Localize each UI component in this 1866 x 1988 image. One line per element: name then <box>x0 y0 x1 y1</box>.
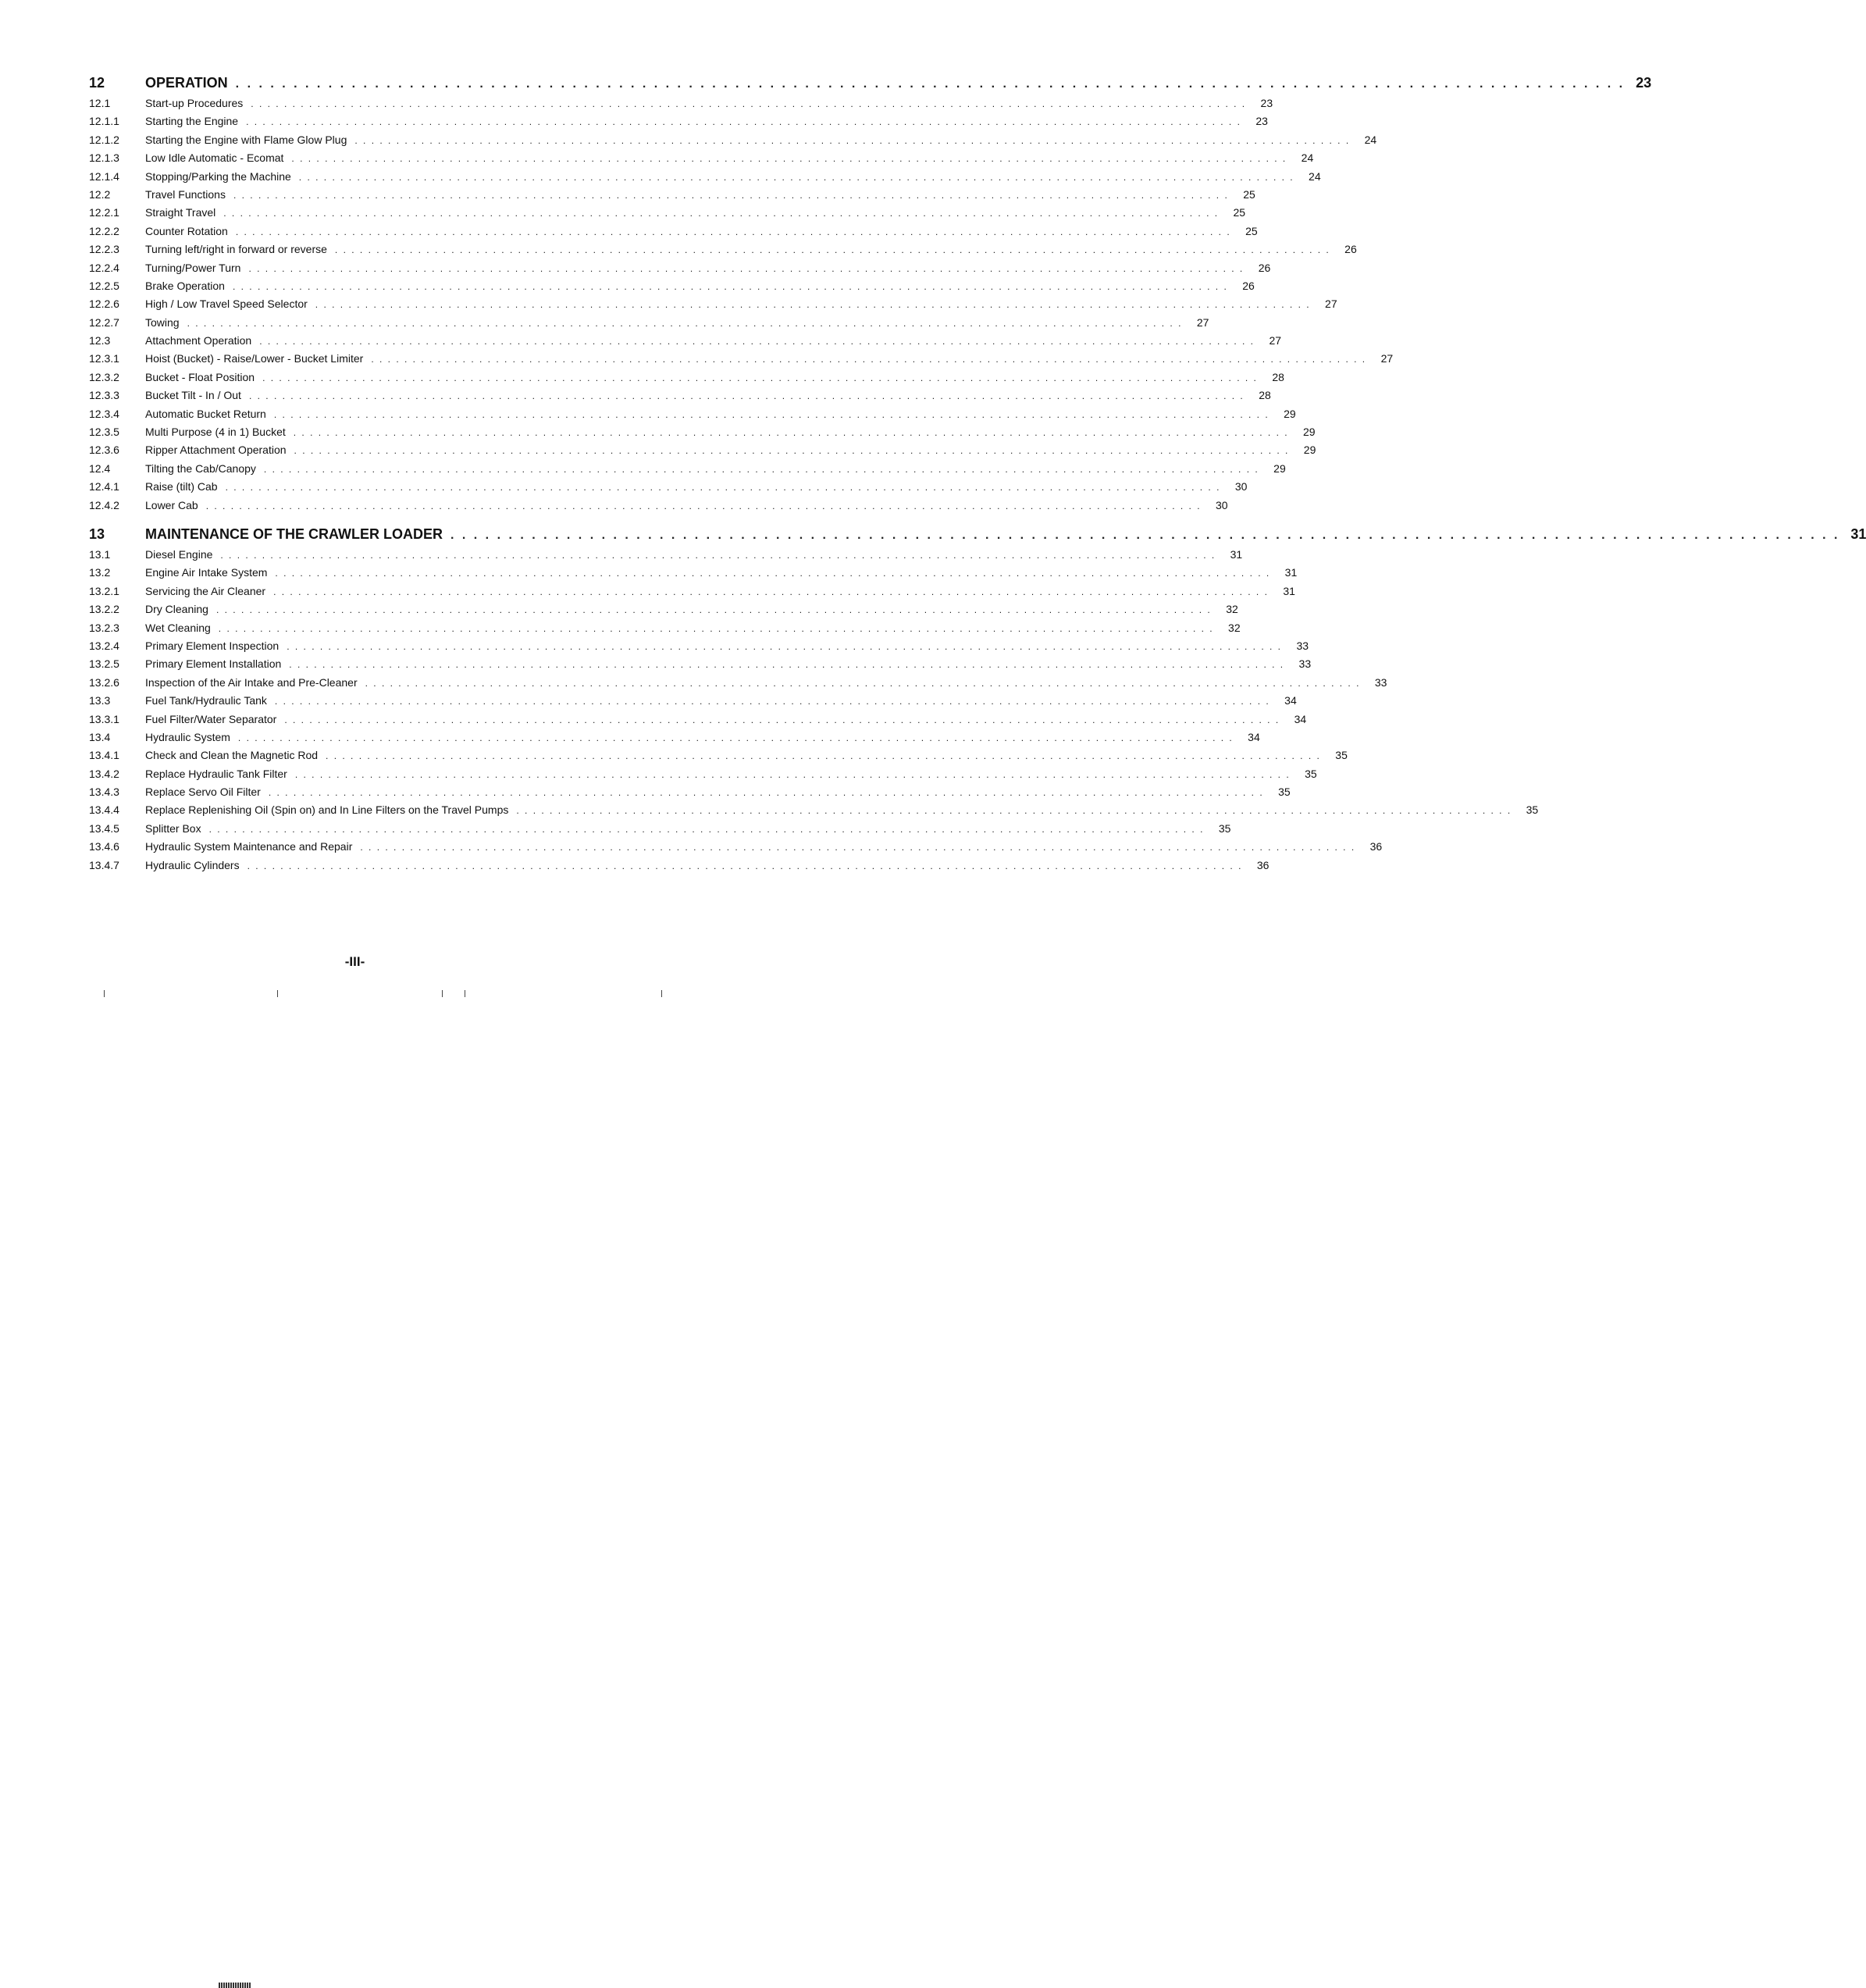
toc-entry <box>89 675 1387 694</box>
toc-title: Travel Functions <box>145 187 226 201</box>
toc-title: Replace Hydraulic Tank Filter <box>145 767 287 780</box>
toc-title: MAINTENANCE OF THE CRAWLER LOADER <box>145 526 443 542</box>
dot-leader: . . . . . . . . . . . . . . . . . . . . . . . . . . . . . . . . . . . . . . . . . . . . . . . . . . . . . . . . . . . . . . . . . . . . . . . . . . . . . . . . . . . . . . . . . . . . . . . . . . . . . . . . . . . . . . . . . . . . . . . . <box>248 262 1245 274</box>
dot-leader: . . . . . . . . . . . . . . . . . . . . . . . . . . . . . . . . . . . . . . . . . . . . . . . . . . . . . . . . . . . . . . . . . . . . . . . . . . . . . . . . . . . . . . . . . . . . . . . . . . . . . . . . . . . . . . . . . . . . . . . . <box>354 134 1351 146</box>
toc-number: 13.2.6 <box>89 675 119 689</box>
dot-leader: . . . . . . . . . . . . . . . . . . . . . . . . . . . . . . . . . . . . . . . . . . . . . . . . . . . . . . . . . . . . . . . . . . . . . . . . . . . . . . . . . . . . . . . . . . . . . . . . . . . . . . . . . . . . . . . . . . . . . . . . <box>274 696 1270 707</box>
toc-number: 13.4 <box>89 730 111 743</box>
toc-title: Lower Cab <box>145 498 198 511</box>
toc-entry <box>89 444 1316 461</box>
toc-entry <box>89 694 1297 712</box>
toc-entry <box>89 461 1286 480</box>
toc-page-number: 33 <box>1374 675 1387 689</box>
toc-number: 12.1.3 <box>89 151 119 165</box>
toc-page-number: 35 <box>1526 803 1539 817</box>
toc-page-number: 27 <box>1380 352 1394 365</box>
toc-page-number: 27 <box>1196 315 1209 329</box>
dot-leader: . . . . . . . . . . . . . . . . . . . . . . . . . . . . . . . . . . . . . . . . . . . . . . . . . . . . . . . . . . . . . . . . . . . . . . . . . . . . . . . . . . . . . . . . . . . . . . . . . . . . . . . . . . . . . . . . . . . . . . . . <box>235 77 1626 91</box>
toc-number: 13.4.3 <box>89 786 119 799</box>
dot-leader: . . . . . . . . . . . . . . . . . . . . . . . . . . . . . . . . . . . . . . . . . . . . . . . . . . . . . . . . . . . . . . . . . . . . . . . . . . . . . . . . . . . . . . . . . . . . . . . . . . . . . . . . . . . . . . . . . . . . . . . . <box>294 445 1290 457</box>
toc-number: 12.2.3 <box>89 243 119 256</box>
toc-title: Fuel Filter/Water Separator <box>145 712 277 725</box>
dot-leader: . . . . . . . . . . . . . . . . . . . . . . . . . . . . . . . . . . . . . . . . . . . . . . . . . . . . . . . . . . . . . . . . . . . . . . . . . . . . . . . . . . . . . . . . . . . . . . . . . . . . . . . . . . . . . . . . . . . . . . . . <box>223 208 1220 219</box>
dot-leader: . . . . . . . . . . . . . . . . . . . . . . . . . . . . . . . . . . . . . . . . . . . . . . . . . . . . . . . . . . . . . . . . . . . . . . . . . . . . . . . . . . . . . . . . . . . . . . . . . . . . . . . . . . . . . . . . . . . . . . . . <box>237 732 1234 743</box>
toc-page-number: 31 <box>1230 547 1243 561</box>
dot-leader: . . . . . . . . . . . . . . . . . . . . . . . . . . . . . . . . . . . . . . . . . . . . . . . . . . . . . . . . . . . . . . . . . . . . . . . . . . . . . . . . . . . . . . . . . . . . . . . . . . . . . . . . . . . . . . . . . . . . . . . . <box>232 280 1228 292</box>
toc-page-number: 36 <box>1369 840 1383 853</box>
toc-page-number: 27 <box>1325 297 1337 311</box>
toc-page-number: 31 <box>1284 566 1298 579</box>
toc-page-number: 24 <box>1301 151 1314 165</box>
toc-number: 13.3 <box>89 694 111 707</box>
toc-page-number: 24 <box>1309 169 1321 183</box>
toc-title: Multi Purpose (4 in 1) Bucket <box>145 426 286 439</box>
toc-page-number: 33 <box>1298 657 1312 671</box>
dot-leader: . . . . . . . . . . . . . . . . . . . . . . . . . . . . . . . . . . . . . . . . . . . . . . . . . . . . . . . . . . . . . . . . . . . . . . . . . . . . . . . . . . . . . . . . . . . . . . . . . . . . . . . . . . . . . . . . . . . . . . . . <box>259 336 1255 347</box>
toc-title: Hydraulic Cylinders <box>145 858 240 871</box>
dot-leader: . . . . . . . . . . . . . . . . . . . . . . . . . . . . . . . . . . . . . . . . . . . . . . . . . . . . . . . . . . . . . . . . . . . . . . . . . . . . . . . . . . . . . . . . . . . . . . . . . . . . . . . . . . . . . . . . . . . . . . . . <box>215 604 1212 616</box>
toc-number: 13.1 <box>89 547 111 561</box>
toc-entry <box>89 407 1296 426</box>
dot-leader: . . . . . . . . . . . . . . . . . . . . . . . . . . . . . . . . . . . . . . . . . . . . . . . . . . . . . . . . . . . . . . . . . . . . . . . . . . . . . . . . . . . . . . . . . . . . . . . . . . . . . . . . . . . . . . . . . . . . . . . . <box>284 714 1280 725</box>
toc-entry <box>89 821 1231 840</box>
toc-number: 12.4 <box>89 461 111 475</box>
toc-title: Hydraulic System <box>145 730 230 743</box>
toc-number: 12.1.2 <box>89 133 119 146</box>
toc-page-number: 23 <box>1255 115 1268 128</box>
toc-title: Fuel Tank/Hydraulic Tank <box>145 694 267 707</box>
toc-page-number: 35 <box>1335 749 1348 762</box>
toc-entry <box>89 315 1209 334</box>
scan-edge-marks <box>0 990 710 999</box>
dot-leader: . . . . . . . . . . . . . . . . . . . . . . . . . . . . . . . . . . . . . . . . . . . . . . . . . . . . . . . . . . . . . . . . . . . . . . . . . . . . . . . . . . . . . . . . . . . . . . . . . . . . . . . . . . . . . . . . . . . . . . . . <box>218 622 1214 634</box>
dot-leader: . . . . . . . . . . . . . . . . . . . . . . . . . . . . . . . . . . . . . . . . . . . . . . . . . . . . . . . . . . . . . . . . . . . . . . . . . . . . . . . . . . . . . . . . . . . . . . . . . . . . . . . . . . . . . . . . . . . . . . . . <box>315 299 1311 311</box>
toc-number: 12.3.3 <box>89 389 119 402</box>
toc-entry <box>89 858 1270 877</box>
toc-number: 12.2.2 <box>89 224 119 237</box>
toc-entry <box>89 187 1255 206</box>
toc-title: Ripper Attachment Operation <box>145 444 287 457</box>
toc-number: 12.2.7 <box>89 315 119 329</box>
dot-leader: . . . . . . . . . . . . . . . . . . . . . . . . . . . . . . . . . . . . . . . . . . . . . . . . . . . . . . . . . . . . . . . . . . . . . . . . . . . . . . . . . . . . . . . . . . . . . . . . . . . . . . . . . . . . . . . . . . . . . . . . <box>220 549 1216 561</box>
toc-page-number: 30 <box>1215 498 1228 511</box>
toc-page-number: 34 <box>1284 694 1297 707</box>
dot-leader: . . . . . . . . . . . . . . . . . . . . . . . . . . . . . . . . . . . . . . . . . . . . . . . . . . . . . . . . . . . . . . . . . . . . . . . . . . . . . . . . . . . . . . . . . . . . . . . . . . . . . . . . . . . . . . . . . . . . . . . . <box>293 427 1289 439</box>
toc-page-number: 27 <box>1269 334 1282 347</box>
barcode-mark <box>219 1983 251 1988</box>
toc-page-number: 23 <box>1636 75 1652 91</box>
toc-entry <box>89 389 1271 407</box>
dot-leader: . . . . . . . . . . . . . . . . . . . . . . . . . . . . . . . . . . . . . . . . . . . . . . . . . . . . . . . . . . . . . . . . . . . . . . . . . . . . . . . . . . . . . . . . . . . . . . . . . . . . . . . . . . . . . . . . . . . . . . . . <box>246 116 1241 128</box>
toc-page-number: 25 <box>1233 206 1246 219</box>
toc-number: 13.3.1 <box>89 712 119 725</box>
toc-number: 13 <box>89 526 105 542</box>
dot-leader: . . . . . . . . . . . . . . . . . . . . . . . . . . . . . . . . . . . . . . . . . . . . . . . . . . . . . . . . . . . . . . . . . . . . . . . . . . . . . . . . . . . . . . . . . . . . . . . . . . . . . . . . . . . . . . . . . . . . . . . . <box>275 568 1271 579</box>
toc-number: 12 <box>89 75 105 91</box>
dot-leader: . . . . . . . . . . . . . . . . . . . . . . . . . . . . . . . . . . . . . . . . . . . . . . . . . . . . . . . . . . . . . . . . . . . . . . . . . . . . . . . . . . . . . . . . . . . . . . . . . . . . . . . . . . . . . . . . . . . . . . . . <box>450 528 1840 542</box>
toc-title: Bucket Tilt - In / Out <box>145 389 241 402</box>
toc-page-number: 34 <box>1248 730 1260 743</box>
toc-page-number: 29 <box>1303 444 1316 457</box>
toc-title: Diesel Engine <box>145 547 213 561</box>
toc-title: Dry Cleaning <box>145 603 208 616</box>
toc-page-number: 23 <box>1260 97 1273 109</box>
dot-leader: . . . . . . . . . . . . . . . . . . . . . . . . . . . . . . . . . . . . . . . . . . . . . . . . . . . . . . . . . . . . . . . . . . . . . . . . . . . . . . . . . . . . . . . . . . . . . . . . . . . . . . . . . . . . . . . . . . . . . . . . <box>360 842 1356 853</box>
dot-leader: . . . . . . . . . . . . . . . . . . . . . . . . . . . . . . . . . . . . . . . . . . . . . . . . . . . . . . . . . . . . . . . . . . . . . . . . . . . . . . . . . . . . . . . . . . . . . . . . . . . . . . . . . . . . . . . . . . . . . . . . <box>371 354 1367 365</box>
dot-leader: . . . . . . . . . . . . . . . . . . . . . . . . . . . . . . . . . . . . . . . . . . . . . . . . . . . . . . . . . . . . . . . . . . . . . . . . . . . . . . . . . . . . . . . . . . . . . . . . . . . . . . . . . . . . . . . . . . . . . . . . <box>268 787 1264 799</box>
dot-leader: . . . . . . . . . . . . . . . . . . . . . . . . . . . . . . . . . . . . . . . . . . . . . . . . . . . . . . . . . . . . . . . . . . . . . . . . . . . . . . . . . . . . . . . . . . . . . . . . . . . . . . . . . . . . . . . . . . . . . . . . <box>287 640 1283 652</box>
toc-title: Hoist (Bucket) - Raise/Lower - Bucket Limiter <box>145 352 364 365</box>
dot-leader: . . . . . . . . . . . . . . . . . . . . . . . . . . . . . . . . . . . . . . . . . . . . . . . . . . . . . . . . . . . . . . . . . . . . . . . . . . . . . . . . . . . . . . . . . . . . . . . . . . . . . . . . . . . . . . . . . . . . . . . . <box>225 482 1221 493</box>
toc-title: Wet Cleaning <box>145 621 211 634</box>
toc-entry <box>89 370 1284 389</box>
toc-chapter <box>89 526 1866 548</box>
toc-page-number: 34 <box>1294 712 1307 725</box>
toc-entry <box>89 498 1228 517</box>
toc-entry <box>89 621 1241 640</box>
dot-leader: . . . . . . . . . . . . . . . . . . . . . . . . . . . . . . . . . . . . . . . . . . . . . . . . . . . . . . . . . . . . . . . . . . . . . . . . . . . . . . . . . . . . . . . . . . . . . . . . . . . . . . . . . . . . . . . . . . . . . . . . <box>298 171 1294 183</box>
toc-page-number: 29 <box>1273 461 1286 475</box>
toc-title: Primary Element Installation <box>145 657 282 671</box>
dot-leader: . . . . . . . . . . . . . . . . . . . . . . . . . . . . . . . . . . . . . . . . . . . . . . . . . . . . . . . . . . . . . . . . . . . . . . . . . . . . . . . . . . . . . . . . . . . . . . . . . . . . . . . . . . . . . . . . . . . . . . . . <box>235 226 1231 237</box>
toc-number: 13.2.2 <box>89 603 119 616</box>
toc-number: 13.2.5 <box>89 657 119 671</box>
toc-entry <box>89 584 1295 603</box>
toc-page-number: 26 <box>1258 261 1271 274</box>
toc-number: 12.1.4 <box>89 169 119 183</box>
toc-number: 12.2.5 <box>89 279 119 292</box>
toc-title: High / Low Travel Speed Selector <box>145 297 308 311</box>
toc-title: Hydraulic System Maintenance and Repair <box>145 840 353 853</box>
toc-number: 12.1.1 <box>89 115 119 128</box>
toc-title: Turning/Power Turn <box>145 261 241 274</box>
toc-page-number: 32 <box>1226 603 1238 616</box>
dot-leader: . . . . . . . . . . . . . . . . . . . . . . . . . . . . . . . . . . . . . . . . . . . . . . . . . . . . . . . . . . . . . . . . . . . . . . . . . . . . . . . . . . . . . . . . . . . . . . . . . . . . . . . . . . . . . . . . . . . . . . . . <box>187 317 1183 329</box>
dot-leader: . . . . . . . . . . . . . . . . . . . . . . . . . . . . . . . . . . . . . . . . . . . . . . . . . . . . . . . . . . . . . . . . . . . . . . . . . . . . . . . . . . . . . . . . . . . . . . . . . . . . . . . . . . . . . . . . . . . . . . . . <box>205 500 1202 511</box>
toc-title: Tilting the Cab/Canopy <box>145 461 256 475</box>
toc-page-number: 24 <box>1364 133 1377 146</box>
toc-number: 12.2.1 <box>89 206 119 219</box>
toc-number: 13.2.3 <box>89 621 119 634</box>
toc-page-number: 30 <box>1234 480 1248 493</box>
dot-leader: . . . . . . . . . . . . . . . . . . . . . . . . . . . . . . . . . . . . . . . . . . . . . . . . . . . . . . . . . . . . . . . . . . . . . . . . . . . . . . . . . . . . . . . . . . . . . . . . . . . . . . . . . . . . . . . . . . . . . . . . <box>273 408 1270 420</box>
toc-number: 12.3.4 <box>89 407 119 420</box>
toc-entry <box>89 297 1337 315</box>
dot-leader: . . . . . . . . . . . . . . . . . . . . . . . . . . . . . . . . . . . . . . . . . . . . . . . . . . . . . . . . . . . . . . . . . . . . . . . . . . . . . . . . . . . . . . . . . . . . . . . . . . . . . . . . . . . . . . . . . . . . . . . . <box>334 244 1330 256</box>
toc-number: 12.2.4 <box>89 261 119 274</box>
toc-number: 12.4.2 <box>89 498 119 511</box>
toc-number: 12.3 <box>89 334 111 347</box>
toc-page-number: 29 <box>1303 426 1316 439</box>
toc-page-number: 35 <box>1278 786 1291 799</box>
toc-page-number: 26 <box>1344 243 1357 256</box>
toc-page-number: 28 <box>1259 389 1271 402</box>
toc-title: Low Idle Automatic - Ecomat <box>145 151 284 165</box>
toc-title: Raise (tilt) Cab <box>145 480 218 493</box>
toc-title: Brake Operation <box>145 279 225 292</box>
toc-page-number: 28 <box>1272 370 1284 383</box>
toc-title: Start-up Procedures <box>145 97 244 109</box>
toc-title: Counter Rotation <box>145 224 228 237</box>
toc-chapter <box>89 75 1652 97</box>
toc-number: 12.2 <box>89 187 111 201</box>
dot-leader: . . . . . . . . . . . . . . . . . . . . . . . . . . . . . . . . . . . . . . . . . . . . . . . . . . . . . . . . . . . . . . . . . . . . . . . . . . . . . . . . . . . . . . . . . . . . . . . . . . . . . . . . . . . . . . . . . . . . . . . . <box>291 153 1287 165</box>
toc-page-number: 25 <box>1243 187 1255 201</box>
toc-number: 13.4.5 <box>89 821 119 835</box>
toc-number: 13.2.4 <box>89 639 119 652</box>
dot-leader: . . . . . . . . . . . . . . . . . . . . . . . . . . . . . . . . . . . . . . . . . . . . . . . . . . . . . . . . . . . . . . . . . . . . . . . . . . . . . . . . . . . . . . . . . . . . . . . . . . . . . . . . . . . . . . . . . . . . . . . . <box>208 823 1205 835</box>
toc-number: 12.4.1 <box>89 480 119 493</box>
toc-page-number: 35 <box>1305 767 1317 780</box>
toc-entry <box>89 426 1316 444</box>
toc-title: Replace Servo Oil Filter <box>145 786 261 799</box>
toc-title: Replace Replenishing Oil (Spin on) and In Line Filters on the Travel Pumps <box>145 803 509 817</box>
dot-leader: . . . . . . . . . . . . . . . . . . . . . . . . . . . . . . . . . . . . . . . . . . . . . . . . . . . . . . . . . . . . . . . . . . . . . . . . . . . . . . . . . . . . . . . . . . . . . . . . . . . . . . . . . . . . . . . . . . . . . . . . <box>262 372 1258 383</box>
toc-entry <box>89 334 1282 352</box>
toc-page-number: 36 <box>1256 858 1270 871</box>
toc-entry <box>89 261 1271 280</box>
toc-entry <box>89 547 1243 566</box>
dot-leader: . . . . . . . . . . . . . . . . . . . . . . . . . . . . . . . . . . . . . . . . . . . . . . . . . . . . . . . . . . . . . . . . . . . . . . . . . . . . . . . . . . . . . . . . . . . . . . . . . . . . . . . . . . . . . . . . . . . . . . . . <box>273 586 1269 597</box>
toc-entry <box>89 151 1314 169</box>
toc-entry <box>89 169 1321 188</box>
toc-title: Bucket - Float Position <box>145 370 255 383</box>
toc-page-number: 33 <box>1296 639 1309 652</box>
toc-number: 13.2 <box>89 566 111 579</box>
toc-entry <box>89 133 1377 151</box>
toc-entry <box>89 352 1394 370</box>
toc-title: Engine Air Intake System <box>145 566 268 579</box>
dot-leader: . . . . . . . . . . . . . . . . . . . . . . . . . . . . . . . . . . . . . . . . . . . . . . . . . . . . . . . . . . . . . . . . . . . . . . . . . . . . . . . . . . . . . . . . . . . . . . . . . . . . . . . . . . . . . . . . . . . . . . . . <box>289 659 1285 671</box>
toc-entry <box>89 639 1309 657</box>
toc-title: Servicing the Air Cleaner <box>145 584 266 597</box>
toc-page-number: 29 <box>1284 407 1296 420</box>
toc-entry <box>89 224 1258 243</box>
toc-title: Turning left/right in forward or reverse <box>145 243 327 256</box>
toc-title: Check and Clean the Magnetic Rod <box>145 749 319 762</box>
toc-number: 13.4.7 <box>89 858 119 871</box>
dot-leader: . . . . . . . . . . . . . . . . . . . . . . . . . . . . . . . . . . . . . . . . . . . . . . . . . . . . . . . . . . . . . . . . . . . . . . . . . . . . . . . . . . . . . . . . . . . . . . . . . . . . . . . . . . . . . . . . . . . . . . . . <box>326 750 1321 762</box>
toc-title: Inspection of the Air Intake and Pre-Cleaner <box>145 675 358 689</box>
toc-number: 13.4.2 <box>89 767 119 780</box>
toc-entry <box>89 97 1273 115</box>
toc-number: 12.3.6 <box>89 444 119 457</box>
dot-leader: . . . . . . . . . . . . . . . . . . . . . . . . . . . . . . . . . . . . . . . . . . . . . . . . . . . . . . . . . . . . . . . . . . . . . . . . . . . . . . . . . . . . . . . . . . . . . . . . . . . . . . . . . . . . . . . . . . . . . . . . <box>294 768 1291 780</box>
toc-number: 13.2.1 <box>89 584 119 597</box>
dot-leader: . . . . . . . . . . . . . . . . . . . . . . . . . . . . . . . . . . . . . . . . . . . . . . . . . . . . . . . . . . . . . . . . . . . . . . . . . . . . . . . . . . . . . . . . . . . . . . . . . . . . . . . . . . . . . . . . . . . . . . . . <box>251 98 1247 109</box>
toc-page-number: 32 <box>1228 621 1241 634</box>
toc-number: 13.4.4 <box>89 803 119 817</box>
toc-number: 12.3.1 <box>89 352 119 365</box>
toc-entry <box>89 206 1246 224</box>
toc-page-number: 31 <box>1850 526 1866 542</box>
toc-title: Stopping/Parking the Machine <box>145 169 291 183</box>
dot-leader: . . . . . . . . . . . . . . . . . . . . . . . . . . . . . . . . . . . . . . . . . . . . . . . . . . . . . . . . . . . . . . . . . . . . . . . . . . . . . . . . . . . . . . . . . . . . . . . . . . . . . . . . . . . . . . . . . . . . . . . . <box>516 805 1512 817</box>
toc-number: 12.1 <box>89 97 111 109</box>
toc-number: 12.3.5 <box>89 426 119 439</box>
toc-title: Straight Travel <box>145 206 216 219</box>
dot-leader: . . . . . . . . . . . . . . . . . . . . . . . . . . . . . . . . . . . . . . . . . . . . . . . . . . . . . . . . . . . . . . . . . . . . . . . . . . . . . . . . . . . . . . . . . . . . . . . . . . . . . . . . . . . . . . . . . . . . . . . . <box>263 463 1259 475</box>
toc-entry <box>89 279 1255 297</box>
toc-entry <box>89 480 1248 498</box>
toc-title: Attachment Operation <box>145 334 252 347</box>
toc-number: 12.3.2 <box>89 370 119 383</box>
toc-number: 13.4.1 <box>89 749 119 762</box>
toc-entry <box>89 786 1291 803</box>
table-of-contents <box>89 75 1866 877</box>
toc-entry <box>89 803 1539 821</box>
toc-title: Towing <box>145 315 180 329</box>
toc-page-number: 31 <box>1283 584 1295 597</box>
toc-title: Splitter Box <box>145 821 201 835</box>
toc-page-number: 35 <box>1218 821 1231 835</box>
toc-entry <box>89 840 1383 858</box>
dot-leader: . . . . . . . . . . . . . . . . . . . . . . . . . . . . . . . . . . . . . . . . . . . . . . . . . . . . . . . . . . . . . . . . . . . . . . . . . . . . . . . . . . . . . . . . . . . . . . . . . . . . . . . . . . . . . . . . . . . . . . . . <box>365 677 1361 689</box>
toc-number: 12.2.6 <box>89 297 119 311</box>
toc-page-number: 26 <box>1242 279 1255 292</box>
toc-entry <box>89 243 1357 261</box>
toc-entry <box>89 767 1317 786</box>
toc-entry <box>89 730 1260 749</box>
toc-title: Starting the Engine with Flame Glow Plug <box>145 133 347 146</box>
toc-entry <box>89 657 1312 675</box>
toc-entry <box>89 749 1348 767</box>
toc-title: OPERATION <box>145 75 228 91</box>
toc-title: Primary Element Inspection <box>145 639 280 652</box>
toc-title: Automatic Bucket Return <box>145 407 266 420</box>
toc-entry <box>89 603 1238 621</box>
toc-page-number: 25 <box>1245 224 1258 237</box>
toc-entry <box>89 115 1268 133</box>
dot-leader: . . . . . . . . . . . . . . . . . . . . . . . . . . . . . . . . . . . . . . . . . . . . . . . . . . . . . . . . . . . . . . . . . . . . . . . . . . . . . . . . . . . . . . . . . . . . . . . . . . . . . . . . . . . . . . . . . . . . . . . . <box>233 189 1229 201</box>
dot-leader: . . . . . . . . . . . . . . . . . . . . . . . . . . . . . . . . . . . . . . . . . . . . . . . . . . . . . . . . . . . . . . . . . . . . . . . . . . . . . . . . . . . . . . . . . . . . . . . . . . . . . . . . . . . . . . . . . . . . . . . . <box>248 390 1245 402</box>
toc-entry <box>89 712 1307 731</box>
toc-entry <box>89 566 1298 584</box>
dot-leader: . . . . . . . . . . . . . . . . . . . . . . . . . . . . . . . . . . . . . . . . . . . . . . . . . . . . . . . . . . . . . . . . . . . . . . . . . . . . . . . . . . . . . . . . . . . . . . . . . . . . . . . . . . . . . . . . . . . . . . . . <box>247 860 1243 871</box>
page-number: -III- <box>344 954 365 969</box>
toc-title: Starting the Engine <box>145 115 239 128</box>
toc-number: 13.4.6 <box>89 840 119 853</box>
